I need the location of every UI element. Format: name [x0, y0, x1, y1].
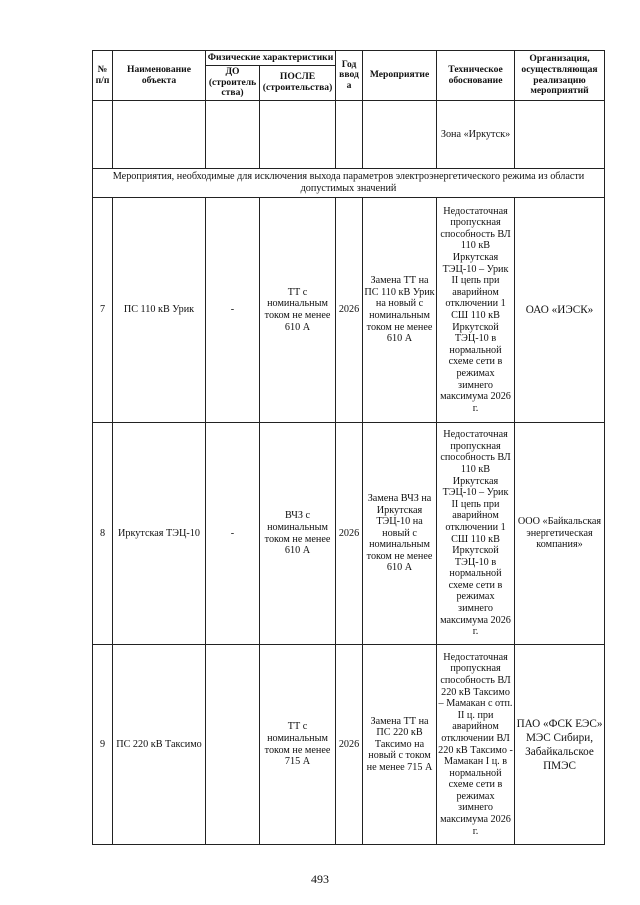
row-tech: Недостаточная пропускная способность ВЛ 110 кВ Иркутская ТЭЦ-10 – Урик II цепь при аварийном отключении 1 СШ 110 кВ Иркутской ТЭЦ-10 в нормальной схеме сети в режимах зимнего максимума 2026 г. — [437, 198, 515, 423]
cont-cell-name — [113, 101, 206, 169]
row-measure: Замена ТТ на ПС 110 кВ Урик на новый с номинальным током не менее 610 А — [363, 198, 437, 423]
row-after: ТТ с номинальным током не менее 715 А — [260, 645, 336, 845]
header-physical: Физические характеристики — [206, 51, 336, 66]
header-year: Год ввода — [336, 51, 363, 101]
header-measure: Мероприятие — [363, 51, 437, 101]
cont-cell-measure — [363, 101, 437, 169]
row-year: 2026 — [336, 423, 363, 645]
row-name: Иркутская ТЭЦ-10 — [113, 423, 206, 645]
header-after: ПОСЛЕ (строительства) — [260, 66, 336, 101]
row-num: 9 — [93, 645, 113, 845]
row-before — [206, 645, 260, 845]
cont-cell-year — [336, 101, 363, 169]
document-table — [92, 50, 605, 845]
row-before: - — [206, 198, 260, 423]
row-after: ВЧЗ с номинальным током не менее 610 А — [260, 423, 336, 645]
section-title: Мероприятия, необходимые для исключения выхода параметров электроэнергетического режима из области допустимых значений — [93, 169, 605, 198]
cont-cell-after — [260, 101, 336, 169]
continuation-row — [93, 101, 605, 169]
cont-cell-before — [206, 101, 260, 169]
row-org: ООО «Байкальская энергетическая компания» — [515, 423, 605, 645]
cont-cell-org — [515, 101, 605, 169]
row-tech: Недостаточная пропускная способность ВЛ 220 кВ Таксимо – Мамакан с отп. II ц. при аварийном отключении ВЛ 220 кВ Таксимо - Мамакан I ц. в нормальной схеме сети в режимах зимнего максимума 2026 г. — [437, 645, 515, 845]
header-before: ДО (строительства) — [206, 66, 260, 101]
row-org: ОАО «ИЭСК» — [515, 198, 605, 423]
header-name: Наименование объекта — [113, 51, 206, 101]
header-tech: Техническое обоснование — [437, 51, 515, 101]
table-row — [93, 198, 605, 423]
row-measure: Замена ТТ на ПС 220 кВ Таксимо на новый с током не менее 715 А — [363, 645, 437, 845]
row-year: 2026 — [336, 198, 363, 423]
row-year: 2026 — [336, 645, 363, 845]
row-before: - — [206, 423, 260, 645]
header-row-1 — [93, 51, 605, 66]
row-num: 8 — [93, 423, 113, 645]
section-title-row — [93, 169, 605, 198]
row-num: 7 — [93, 198, 113, 423]
cont-cell-tech: Зона «Иркутск» — [437, 101, 515, 169]
row-name: ПС 110 кВ Урик — [113, 198, 206, 423]
row-org: ПАО «ФСК ЕЭС» МЭС Сибири, Забайкальское ПМЭС — [515, 645, 605, 845]
row-after: ТТ с номинальным током не менее 610 А — [260, 198, 336, 423]
header-num: № п/п — [93, 51, 113, 101]
row-name: ПС 220 кВ Таксимо — [113, 645, 206, 845]
cont-cell-num — [93, 101, 113, 169]
table-row — [93, 645, 605, 845]
table-row — [93, 423, 605, 645]
row-tech: Недостаточная пропускная способность ВЛ 110 кВ Иркутская ТЭЦ-10 – Урик II цепь при аварийном отключении 1 СШ 110 кВ Иркутской ТЭЦ-10 в нормальной схеме сети в режимах зимнего максимума 2026 г. — [437, 423, 515, 645]
row-measure: Замена ВЧЗ на Иркутская ТЭЦ-10 на новый с номинальным током не менее 610 А — [363, 423, 437, 645]
page-number: 493 — [311, 872, 329, 886]
header-org: Организация, осуществляющая реализацию мероприятий — [515, 51, 605, 101]
